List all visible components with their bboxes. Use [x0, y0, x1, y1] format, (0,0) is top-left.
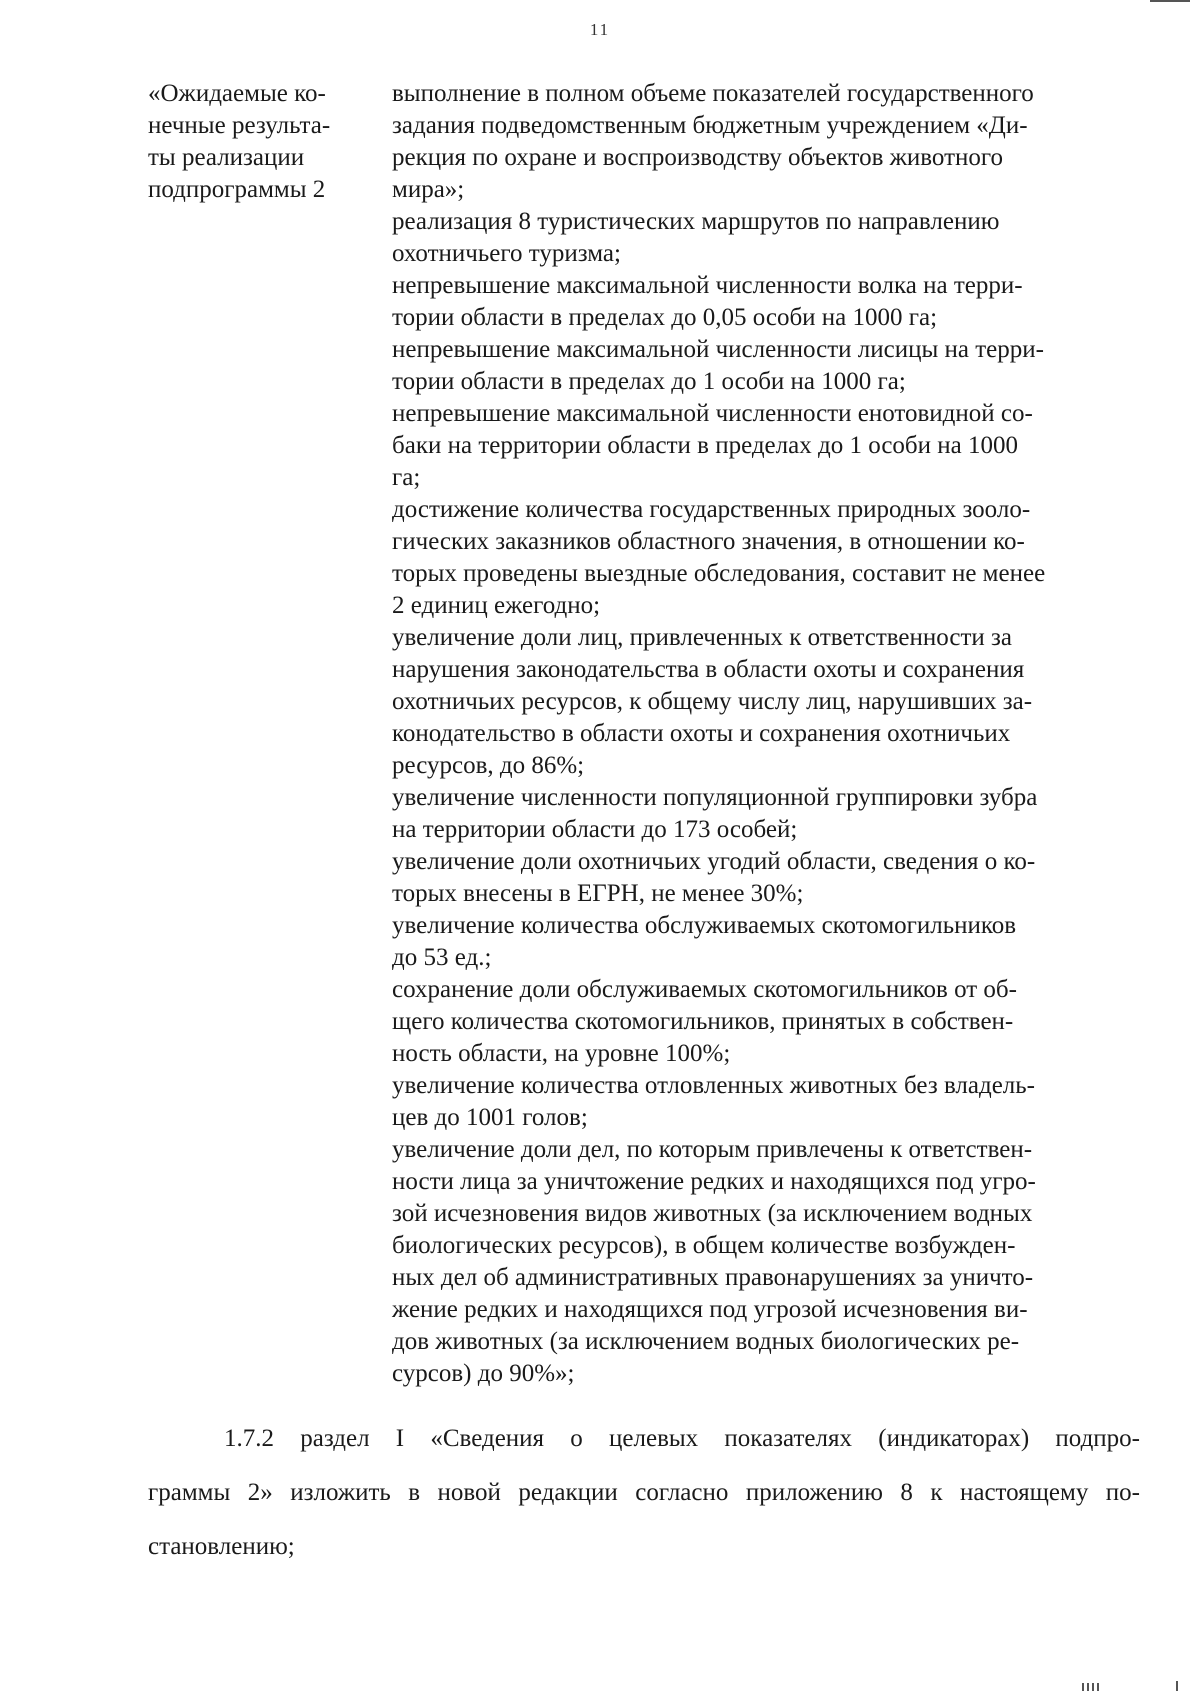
text-line: рекция по охране и воспроизводству объектов животного: [392, 144, 1004, 171]
text-line: сурсов) до 90%»;: [392, 1360, 575, 1387]
text-line: 2 единиц ежегодно;: [392, 592, 601, 619]
text-line: увеличение доли охотничьих угодий области, сведения о ко-: [392, 848, 1036, 875]
text-line: мира»;: [392, 176, 465, 203]
text-line: задания подведомственным бюджетным учреждением «Ди-: [392, 112, 1028, 139]
text-line: торых проведены выездные обследования, составит не менее: [392, 560, 1046, 587]
text-line: увеличение численности популяционной группировки зубра: [392, 784, 1038, 811]
text-line: ресурсов, до 86%;: [392, 752, 585, 779]
text-line: ность области, на уровне 100%;: [392, 1040, 731, 1067]
text-line: на территории области до 173 особей;: [392, 816, 798, 843]
text-line: увеличение доли дел, по которым привлечены к ответствен-: [392, 1136, 1033, 1163]
text-line: до 53 ед.;: [392, 944, 492, 971]
text-line: нарушения законодательства в области охоты и сохранения: [392, 656, 1025, 683]
expected-results-text: [392, 78, 1152, 1390]
scan-artifact-corner: [1176, 1681, 1178, 1691]
text-line: непревышение максимальной численности енотовидной со-: [392, 400, 1033, 427]
text-line: цев до 1001 голов;: [392, 1104, 588, 1131]
text-line: охотничьего туризма;: [392, 240, 621, 267]
text-line: дов животных (за исключением водных биологических ре-: [392, 1328, 1020, 1355]
text-line: выполнение в полном объеме показателей государственного: [392, 80, 1034, 107]
text-line: достижение количества государственных природных зооло-: [392, 496, 1031, 523]
text-line: жение редких и находящихся под угрозой исчезновения ви-: [392, 1296, 1028, 1323]
text-line: ных дел об административных правонарушениях за уничто-: [392, 1264, 1034, 1291]
text-line: баки на территории области в пределах до 1 особи на 1000: [392, 432, 1018, 459]
text-line: гических заказников областного значения, в отношении ко-: [392, 528, 1025, 555]
text-line: охотничьих ресурсов, к общему числу лиц, нарушивших за-: [392, 688, 1033, 715]
text-line: увеличение доли лиц, привлеченных к ответственности за: [392, 624, 1013, 651]
text-line: увеличение количества обслуживаемых скотомогильников: [392, 912, 1017, 939]
label-line: «Ожидаемые ко-: [148, 80, 326, 107]
paragraph-line: 1.7.2 раздел I «Сведения о целевых показателях (индикаторах) подпро-: [224, 1425, 1140, 1452]
text-line: сохранение доли обслуживаемых скотомогильников от об-: [392, 976, 1017, 1003]
label-line: нечные результа-: [148, 112, 331, 139]
text-line: га;: [392, 464, 421, 491]
text-line: конодательство в области охоты и сохранения охотничьих: [392, 720, 1011, 747]
page-number: 11: [589, 20, 611, 39]
text-line: непревышение максимальной численности лисицы на терри-: [392, 336, 1044, 363]
label-line: подпрограммы 2: [148, 176, 326, 203]
text-line: щего количества скотомогильников, принятых в собствен-: [392, 1008, 1014, 1035]
scan-artifact-bottom: [1082, 1683, 1100, 1691]
amendment-paragraph: [148, 1412, 1140, 1574]
label-line: ты реализации: [148, 144, 305, 171]
scan-artifact-top: [1150, 0, 1190, 2]
paragraph-line: граммы 2» изложить в новой редакции согласно приложению 8 к настоящему по-: [148, 1479, 1140, 1506]
text-line: реализация 8 туристических маршрутов по направлению: [392, 208, 1000, 235]
row-label: [148, 78, 368, 206]
text-line: биологических ресурсов), в общем количестве возбужден-: [392, 1232, 1016, 1259]
text-line: зой исчезновения видов животных (за исключением водных: [392, 1200, 1033, 1227]
text-line: тории области в пределах до 1 особи на 1000 га;: [392, 368, 906, 395]
text-line: тории области в пределах до 0,05 особи на 1000 га;: [392, 304, 938, 331]
text-line: непревышение максимальной численности волка на терри-: [392, 272, 1023, 299]
text-line: увеличение количества отловленных животных без владель-: [392, 1072, 1036, 1099]
paragraph-line: становлению;: [148, 1533, 295, 1560]
text-line: торых внесены в ЕГРН, не менее 30%;: [392, 880, 804, 907]
text-line: ности лица за уничтожение редких и находящихся под угро-: [392, 1168, 1036, 1195]
